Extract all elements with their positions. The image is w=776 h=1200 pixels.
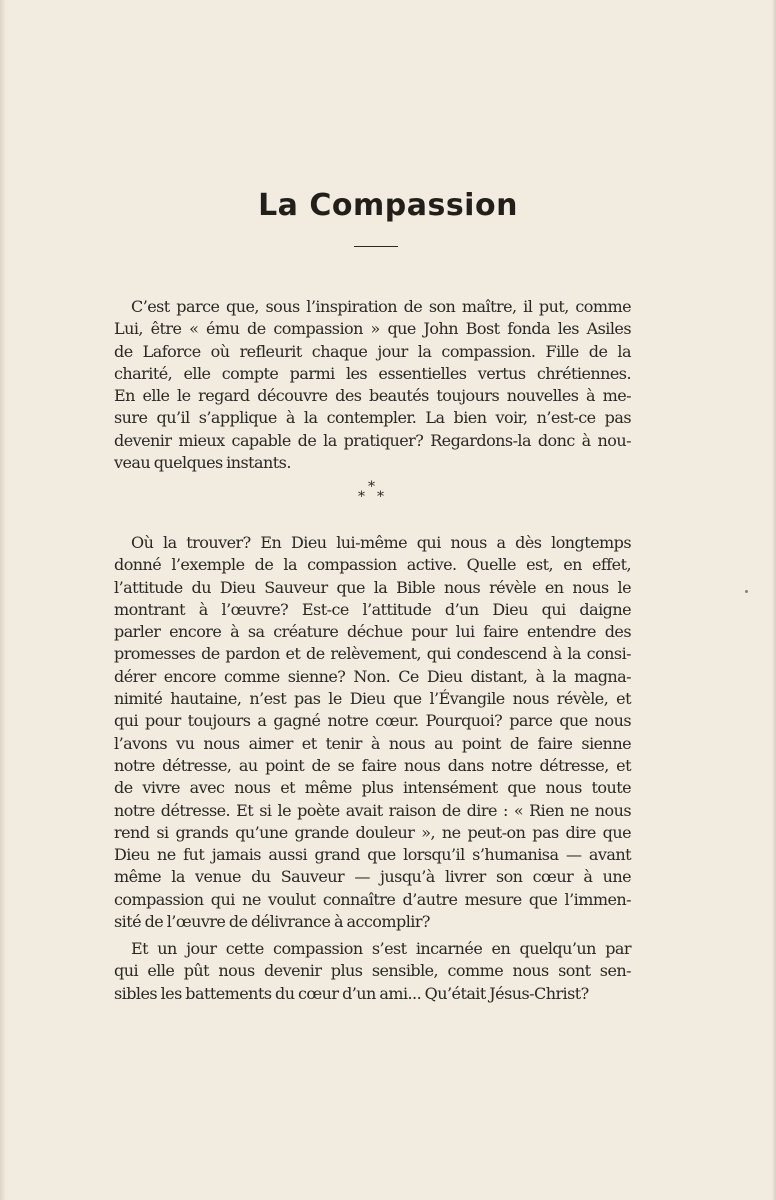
text-line: donné l’exemple de la compassion active. Quelle est, en effet,: [114, 555, 631, 575]
text-line: compassion qui ne voulut connaître d’autre mesure que l’immen-: [114, 889, 631, 909]
text-line: l’avons vu nous aimer et tenir à nous au point de faire sienne: [114, 733, 631, 753]
text-line: Dieu ne fut jamais aussi grand que lorsqu’il s’humanisa — avant: [114, 845, 631, 865]
text-line: promesses de pardon et de relèvement, qui condescend à la consi-: [114, 644, 631, 664]
text-line: dérer encore comme sienne? Non. Ce Dieu distant, à la magna-: [114, 666, 631, 686]
text-line: même la venue du Sauveur — jusqu’à livrer son cœur à une: [114, 867, 631, 887]
text-line: rend si grands qu’une grande douleur », ne peut-on pas dire que: [114, 822, 631, 842]
text-line: l’attitude du Dieu Sauveur que la Bible nous révèle en nous le: [114, 577, 631, 597]
paragraph-intro: [114, 296, 631, 474]
text-line: C’est parce que, sous l’inspiration de son maître, il put, comme: [131, 297, 631, 316]
paragraph-where-to-find: [114, 532, 631, 933]
text-line: sité de l’œuvre de délivrance à accomplir?: [114, 912, 430, 932]
text-line: qui pour toujours a gagné notre cœur. Pourquoi? parce que nous: [114, 711, 631, 731]
title-rule: [354, 246, 398, 247]
text-line: veau quelques instants.: [114, 453, 291, 473]
text-line: charité, elle compte parmi les essentielles vertus chrétiennes.: [114, 363, 631, 383]
paragraph-incarnation: [114, 938, 631, 1005]
text-line: nimité hautaine, n’est pas le Dieu que l’Évangile nous révèle, et: [114, 689, 631, 709]
text-line: sure qu’il s’applique à la contempler. La bien voir, n’est-ce pas: [114, 408, 631, 428]
text-line: de vivre avec nous et même plus intensément que nous toute: [114, 778, 631, 798]
asterism-separator: [354, 478, 394, 508]
text-line: sibles les battements du cœur d’un ami... Qu’était Jésus-Christ?: [114, 983, 589, 1003]
asterism-star: *: [368, 479, 375, 495]
text-line: qui elle pût nous devenir plus sensible, comme nous sont sen-: [114, 961, 631, 981]
text-line: parler encore à sa créature déchue pour lui faire entendre des: [114, 622, 631, 642]
text-line: Et un jour cette compassion s’est incarnée en quelqu’un par: [131, 939, 631, 958]
page-edge-left: [0, 0, 6, 1200]
text-line: notre détresse. Et si le poète avait raison de dire : « Rien ne nous: [114, 800, 631, 820]
text-line: En elle le regard découvre des beautés toujours nouvelles à me-: [114, 386, 631, 406]
text-line: Où la trouver? En Dieu lui-même qui nous a dès longtemps: [131, 533, 631, 552]
asterism-star: *: [377, 489, 384, 505]
page-title: La Compassion: [258, 188, 518, 223]
page-edge-right: [772, 0, 776, 1200]
paper-speck: [745, 590, 748, 593]
text-line: devenir mieux capable de la pratiquer? Regardons-la donc à nou-: [114, 430, 631, 450]
asterism-star: *: [358, 489, 365, 505]
text-line: notre détresse, au point de se faire nous dans notre détresse, et: [114, 755, 631, 775]
text-line: montrant à l’œuvre? Est-ce l’attitude d’un Dieu qui daigne: [114, 599, 631, 619]
text-line: de Laforce où refleurit chaque jour la compassion. Fille de la: [114, 341, 631, 361]
text-line: Lui, être « ému de compassion » que John Bost fonda les Asiles: [114, 319, 631, 339]
